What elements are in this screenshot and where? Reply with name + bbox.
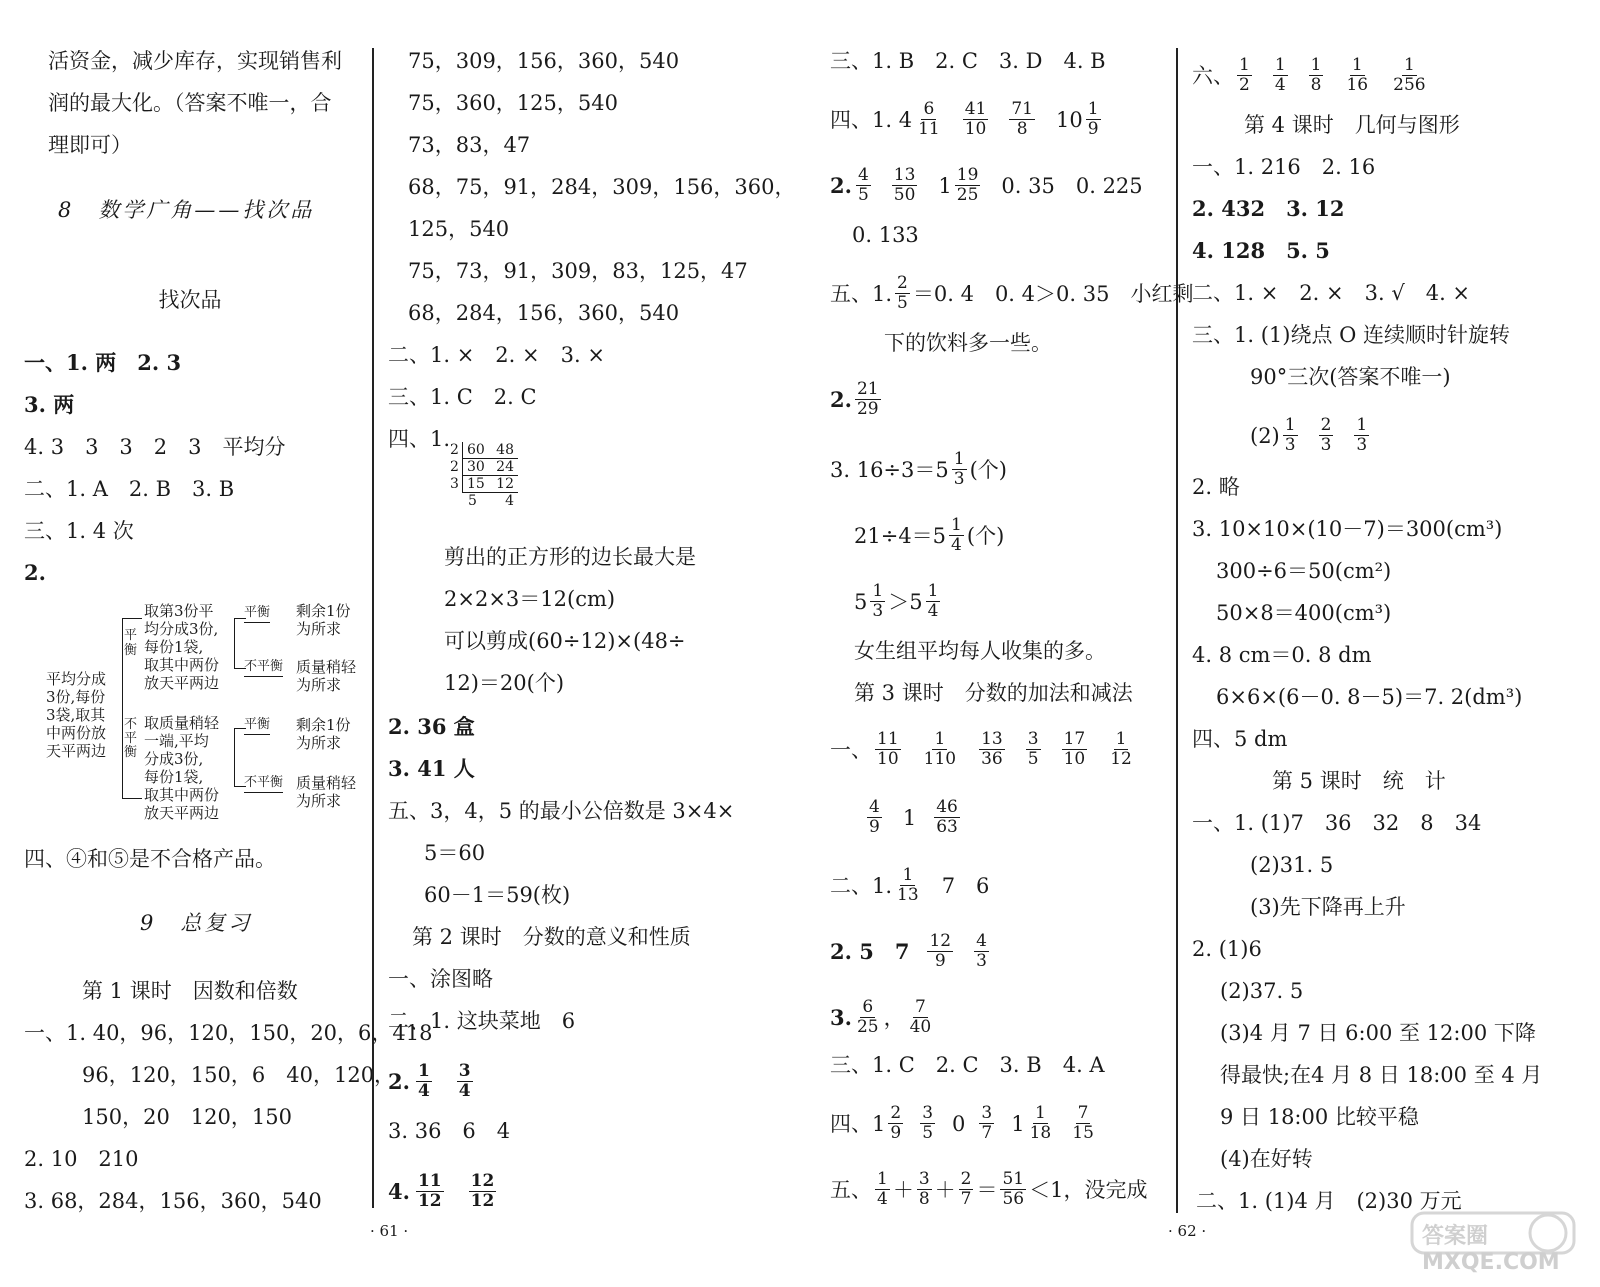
text-line: 二、1. 这块菜地 6	[388, 1009, 576, 1033]
text-line: 6×6×(6－0. 8－5)＝7. 2(dm³)	[1216, 685, 1523, 709]
text-line: 剪出的正方形的边长最大是	[444, 545, 696, 569]
tree-result-text: 质量稍轻 为所求	[296, 658, 357, 694]
text-line: (3)先下降再上升	[1250, 895, 1406, 919]
text-line: 68，75，91，284，309，156，360，	[408, 175, 796, 199]
watermark-text: 答案圈 MXQE.COM	[1422, 1224, 1560, 1275]
text-line: 50×8＝400(cm³)	[1216, 601, 1392, 625]
page-number: · 61 ·	[370, 1222, 409, 1240]
text-line: 3. 16÷3＝5 1 3 (个)	[830, 449, 1007, 489]
text-line: 0. 133	[852, 223, 919, 247]
watermark-logo	[1408, 1209, 1578, 1279]
column-divider	[1176, 48, 1178, 1213]
branch-label-balanced: 平衡	[124, 628, 138, 658]
lesson-heading: 第 1 课时 因数和倍数	[82, 979, 298, 1003]
text-line: (3)4 月 7 日 6:00 至 12:00 下降	[1220, 1021, 1536, 1045]
text-line: 三、1. 4 次	[24, 519, 134, 543]
tree-result-text: 剩余1份 为所求	[296, 602, 351, 638]
text-line: 3. 两	[24, 392, 75, 417]
decision-tree-diagram: 平均分成 3份,每份 3袋,取其 中两份放 天平两边 平衡 不平衡 取第3份平 均分成3份, 每份1袋, 取其中两份 放天平两边 取质量稍轻 一端,平均 分成3份, 每份1袋, 取其中两份 放天平两边 平衡 不平衡 平衡 不平衡 剩余1份 为所求 质量稍轻 为所求 剩余1份 为所求 质量稍轻 为所求	[46, 602, 357, 822]
tree-result-text: 质量稍轻 为所求	[296, 774, 357, 810]
text-line: 二、1. (1)4 月 (2)30 万元	[1196, 1189, 1462, 1213]
text-line: 四、1 2 9 3 5 0 3 7 1 1 18 7 15	[830, 1103, 1094, 1143]
text-line: 女生组平均每人收集的多。	[854, 639, 1106, 663]
text-line: 2×2×3＝12(cm)	[444, 587, 616, 611]
text-line: 12)＝20(个)	[444, 671, 565, 695]
text-line: 得最快;在4 月 8 日 18:00 至 4 月	[1220, 1063, 1543, 1087]
text-line: 四、1. 4 6 11 41 10 71 8 10 1 9	[830, 99, 1099, 139]
section-heading: 8 数学广角——找次品	[58, 198, 315, 222]
text-line: 125，540	[408, 217, 510, 241]
text-line: 4. 11 12 12 12	[388, 1171, 495, 1211]
text-line: 三、1. C 2. C	[388, 385, 537, 409]
text-line: 三、1. C 2. C 3. B 4. A	[830, 1053, 1105, 1077]
text-line: 活资金，减少库存，实现销售利	[48, 49, 342, 73]
section-heading: 找次品	[158, 288, 222, 312]
lesson-heading: 第 5 课时 统 计	[1272, 769, 1446, 793]
text-line: 150，20 120，150	[82, 1105, 292, 1129]
text-line: 2. 21 29	[830, 379, 879, 419]
text-line: 六、 1 2 1 4 1 8 1 16 1 256	[1192, 55, 1426, 95]
tree-result-text: 剩余1份 为所求	[296, 716, 351, 752]
text-line: 96，120，150，6 40，120，	[82, 1063, 396, 1087]
text-line: 五、 1 4 ＋ 3 8 ＋ 2 7 ＝ 51 56 ＜1，没完成	[830, 1169, 1148, 1209]
text-line: 下的饮料多一些。	[884, 331, 1052, 355]
text-line: 一、1. 两 2. 3	[24, 350, 182, 375]
text-line: 4 9 1 46 63	[869, 797, 958, 837]
text-line: (2) 1 3 2 3 1 3	[1250, 415, 1368, 455]
text-line: 一、1. (1)7 36 32 8 34	[1192, 811, 1482, 835]
tree-root-text: 平均分成 3份,每份 3袋,取其 中两份放 天平两边	[46, 670, 107, 760]
text-line: 二、1. A 2. B 3. B	[24, 477, 235, 501]
text-line: 3. 10×10×(10－7)＝300(cm³)	[1192, 517, 1503, 541]
lesson-heading: 第 4 课时 几何与图形	[1244, 113, 1460, 137]
text-line: 60－1＝59(枚)	[424, 883, 571, 907]
text-line: 四、5 dm	[1192, 727, 1288, 751]
text-line: 一、涂图略	[388, 967, 493, 991]
text-line: 5 1 3 ＞5 1 4	[854, 581, 939, 621]
text-line: 75，360，125，540	[408, 91, 618, 115]
branch-label-unbalanced: 不平衡	[124, 717, 138, 760]
column-divider	[372, 48, 374, 1208]
text-line: 75，73，91，309，83，125，47	[408, 259, 748, 283]
text-line: 理即可）	[48, 133, 132, 157]
text-line: 4. 128 5. 5	[1192, 238, 1330, 263]
text-line: 一、 11 10 1 110 13 36 3 5 17 10 1 12	[830, 729, 1132, 769]
text-line: 75，309，156，360，540	[408, 49, 680, 73]
text-line: (2)37. 5	[1220, 979, 1304, 1003]
text-line: 3. 6 25 ， 7 40	[830, 997, 932, 1037]
text-line: 五、3，4，5 的最小公倍数是 3×4×	[388, 799, 735, 823]
lesson-heading: 第 2 课时 分数的意义和性质	[412, 925, 691, 949]
page-number: · 62 ·	[1168, 1222, 1207, 1240]
text-line: 73，83，47	[408, 133, 531, 157]
text-line: 一、1. 216 2. 16	[1192, 155, 1376, 179]
text-line: 2.	[24, 560, 46, 585]
text-line: 可以剪成(60÷12)×(48÷	[444, 629, 686, 653]
text-line: 68，284，156，360，540	[408, 301, 680, 325]
text-line: 2. 4 5 13 50 1 19 25 0. 35 0. 225	[830, 165, 1143, 205]
text-line: (4)在好转	[1220, 1147, 1313, 1171]
text-line: 二、1. × 2. × 3. ×	[388, 343, 605, 367]
text-line: 四、④和⑤是不合格产品。	[24, 847, 276, 871]
text-line: 2. 36 盒	[388, 714, 475, 739]
text-line: 4. 3 3 3 2 3 平均分	[24, 435, 286, 459]
short-division-ladder: 2 60 48 2 30 24 3 15 12 5 4	[450, 442, 518, 509]
text-line: 2. 432 3. 12	[1192, 196, 1345, 221]
tree-node-text: 取第3份平 均分成3份, 每份1袋, 取其中两份 放天平两边	[144, 602, 220, 692]
text-line: 3. 36 6 4	[388, 1119, 511, 1143]
text-line: 五、1. 2 5 ＝0. 4 0. 4＞0. 35 小红剩	[830, 273, 1194, 313]
text-line: 三、1. B 2. C 3. D 4. B	[830, 49, 1106, 73]
text-line: 9 日 18:00 比较平稳	[1220, 1105, 1419, 1129]
text-line: 90°三次(答案不唯一)	[1250, 365, 1451, 389]
text-line: 2. 10 210	[24, 1147, 139, 1171]
text-line: 2. 略	[1192, 475, 1240, 499]
text-line: 三、1. (1)绕点 O 连续顺时针旋转	[1192, 323, 1511, 347]
lesson-heading: 第 3 课时 分数的加法和减法	[854, 681, 1133, 705]
text-line: 2. (1)6	[1192, 937, 1262, 961]
text-line: 四、1.	[388, 427, 451, 451]
text-line: 3. 68，284，156，360，540	[24, 1189, 322, 1213]
text-line: 2. 1 4 3 4	[388, 1061, 471, 1101]
text-line: 2. 5 7 12 9 4 3	[830, 931, 987, 971]
text-line: 一、1. 40，96，120，150，20，6，418	[24, 1021, 433, 1045]
text-line: 3. 41 人	[388, 756, 475, 781]
text-line: 二、1. × 2. × 3. √ 4. ×	[1192, 281, 1471, 305]
text-line: 二、1. 1 13 7 6	[830, 865, 990, 905]
text-line: 300÷6＝50(cm²)	[1216, 559, 1392, 583]
text-line: 润的最大化。（答案不唯一，合	[48, 91, 332, 115]
section-heading: 9 总复习	[140, 911, 253, 935]
tree-node-text: 取质量稍轻 一端,平均 分成3份, 每份1袋, 取其中两份 放天平两边	[144, 714, 220, 822]
text-line: (2)31. 5	[1250, 853, 1334, 877]
text-line: 4. 8 cm＝0. 8 dm	[1192, 643, 1372, 667]
text-line: 5＝60	[424, 841, 486, 865]
text-line: 21÷4＝5 1 4 (个)	[854, 515, 1005, 555]
